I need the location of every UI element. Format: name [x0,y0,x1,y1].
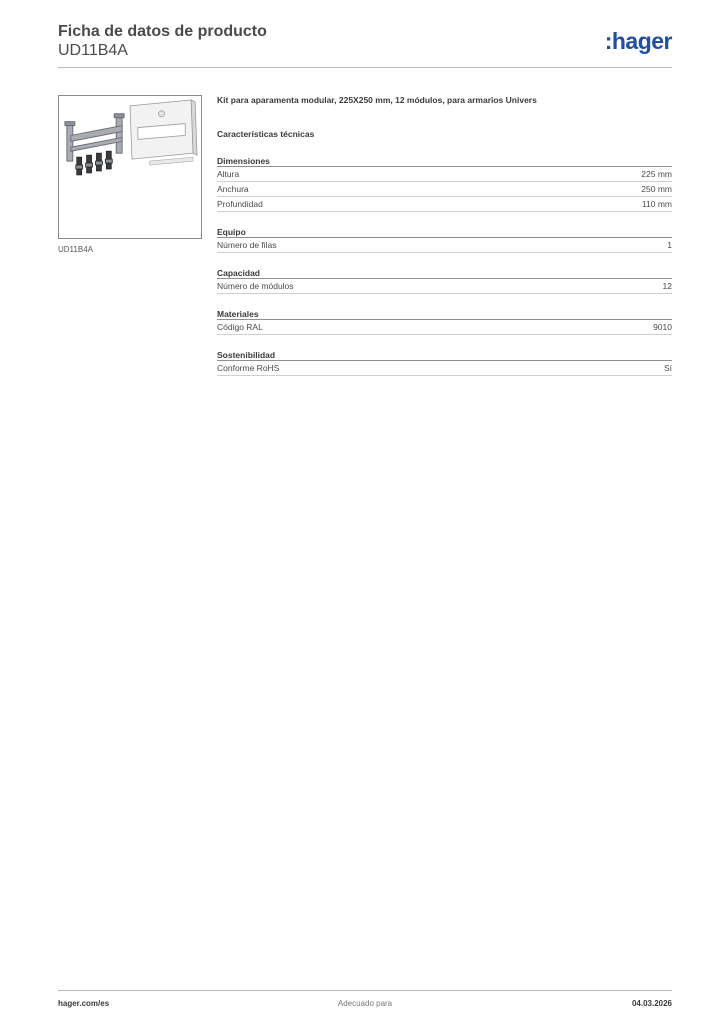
section-title: Sostenibilidad [217,349,672,361]
document-title: Ficha de datos de producto [58,23,267,40]
technical-characteristics-title: Características técnicas [217,129,315,139]
header-divider [58,67,672,68]
spec-label: Número de filas [217,240,277,250]
product-code: UD11B4A [58,42,128,59]
spec-section-dimensions [217,155,672,212]
product-description: Kit para aparamenta modular, 225X250 mm, 12 módulos, para armarios Univers [217,95,537,105]
spec-value: Sí [663,363,672,373]
spec-value: 110 mm [641,199,672,209]
section-title: Dimensiones [217,155,672,167]
product-illustration [59,96,201,238]
hager-logo: :hager [604,28,672,54]
spec-row [217,197,672,212]
spec-row [217,182,672,197]
spec-row [217,361,672,376]
spec-value: 225 mm [641,169,672,179]
spec-label: Altura [217,169,240,179]
section-title: Equipo [217,226,672,238]
spec-row [217,238,672,253]
spec-section-equipment [217,226,672,253]
spec-section-capacity [217,267,672,294]
spec-row [217,320,672,335]
spec-row [217,167,672,182]
spec-label: Profundidad [217,199,263,209]
section-title: Capacidad [217,267,672,279]
page-header [58,22,672,60]
product-image [58,95,202,239]
spec-label: Código RAL [217,322,263,332]
image-caption: UD11B4A [58,245,93,254]
footer-suitable-for: Adecuado para [337,999,393,1008]
spec-section-sustainability [217,349,672,376]
spec-value: 250 mm [641,184,672,194]
spec-label: Número de módulos [217,281,294,291]
footer-date: 04.03.2026 [631,999,672,1008]
footer-divider [58,990,672,991]
section-title: Materiales [217,308,672,320]
spec-value: 12 [662,281,672,291]
footer-website-link[interactable]: hager.com/es [58,999,110,1008]
spec-section-materials [217,308,672,335]
spec-row [217,279,672,294]
product-details [217,95,672,376]
spec-label: Conforme RoHS [217,363,280,373]
spec-value: 9010 [653,322,672,332]
spec-value: 1 [667,240,672,250]
spec-label: Anchura [217,184,249,194]
